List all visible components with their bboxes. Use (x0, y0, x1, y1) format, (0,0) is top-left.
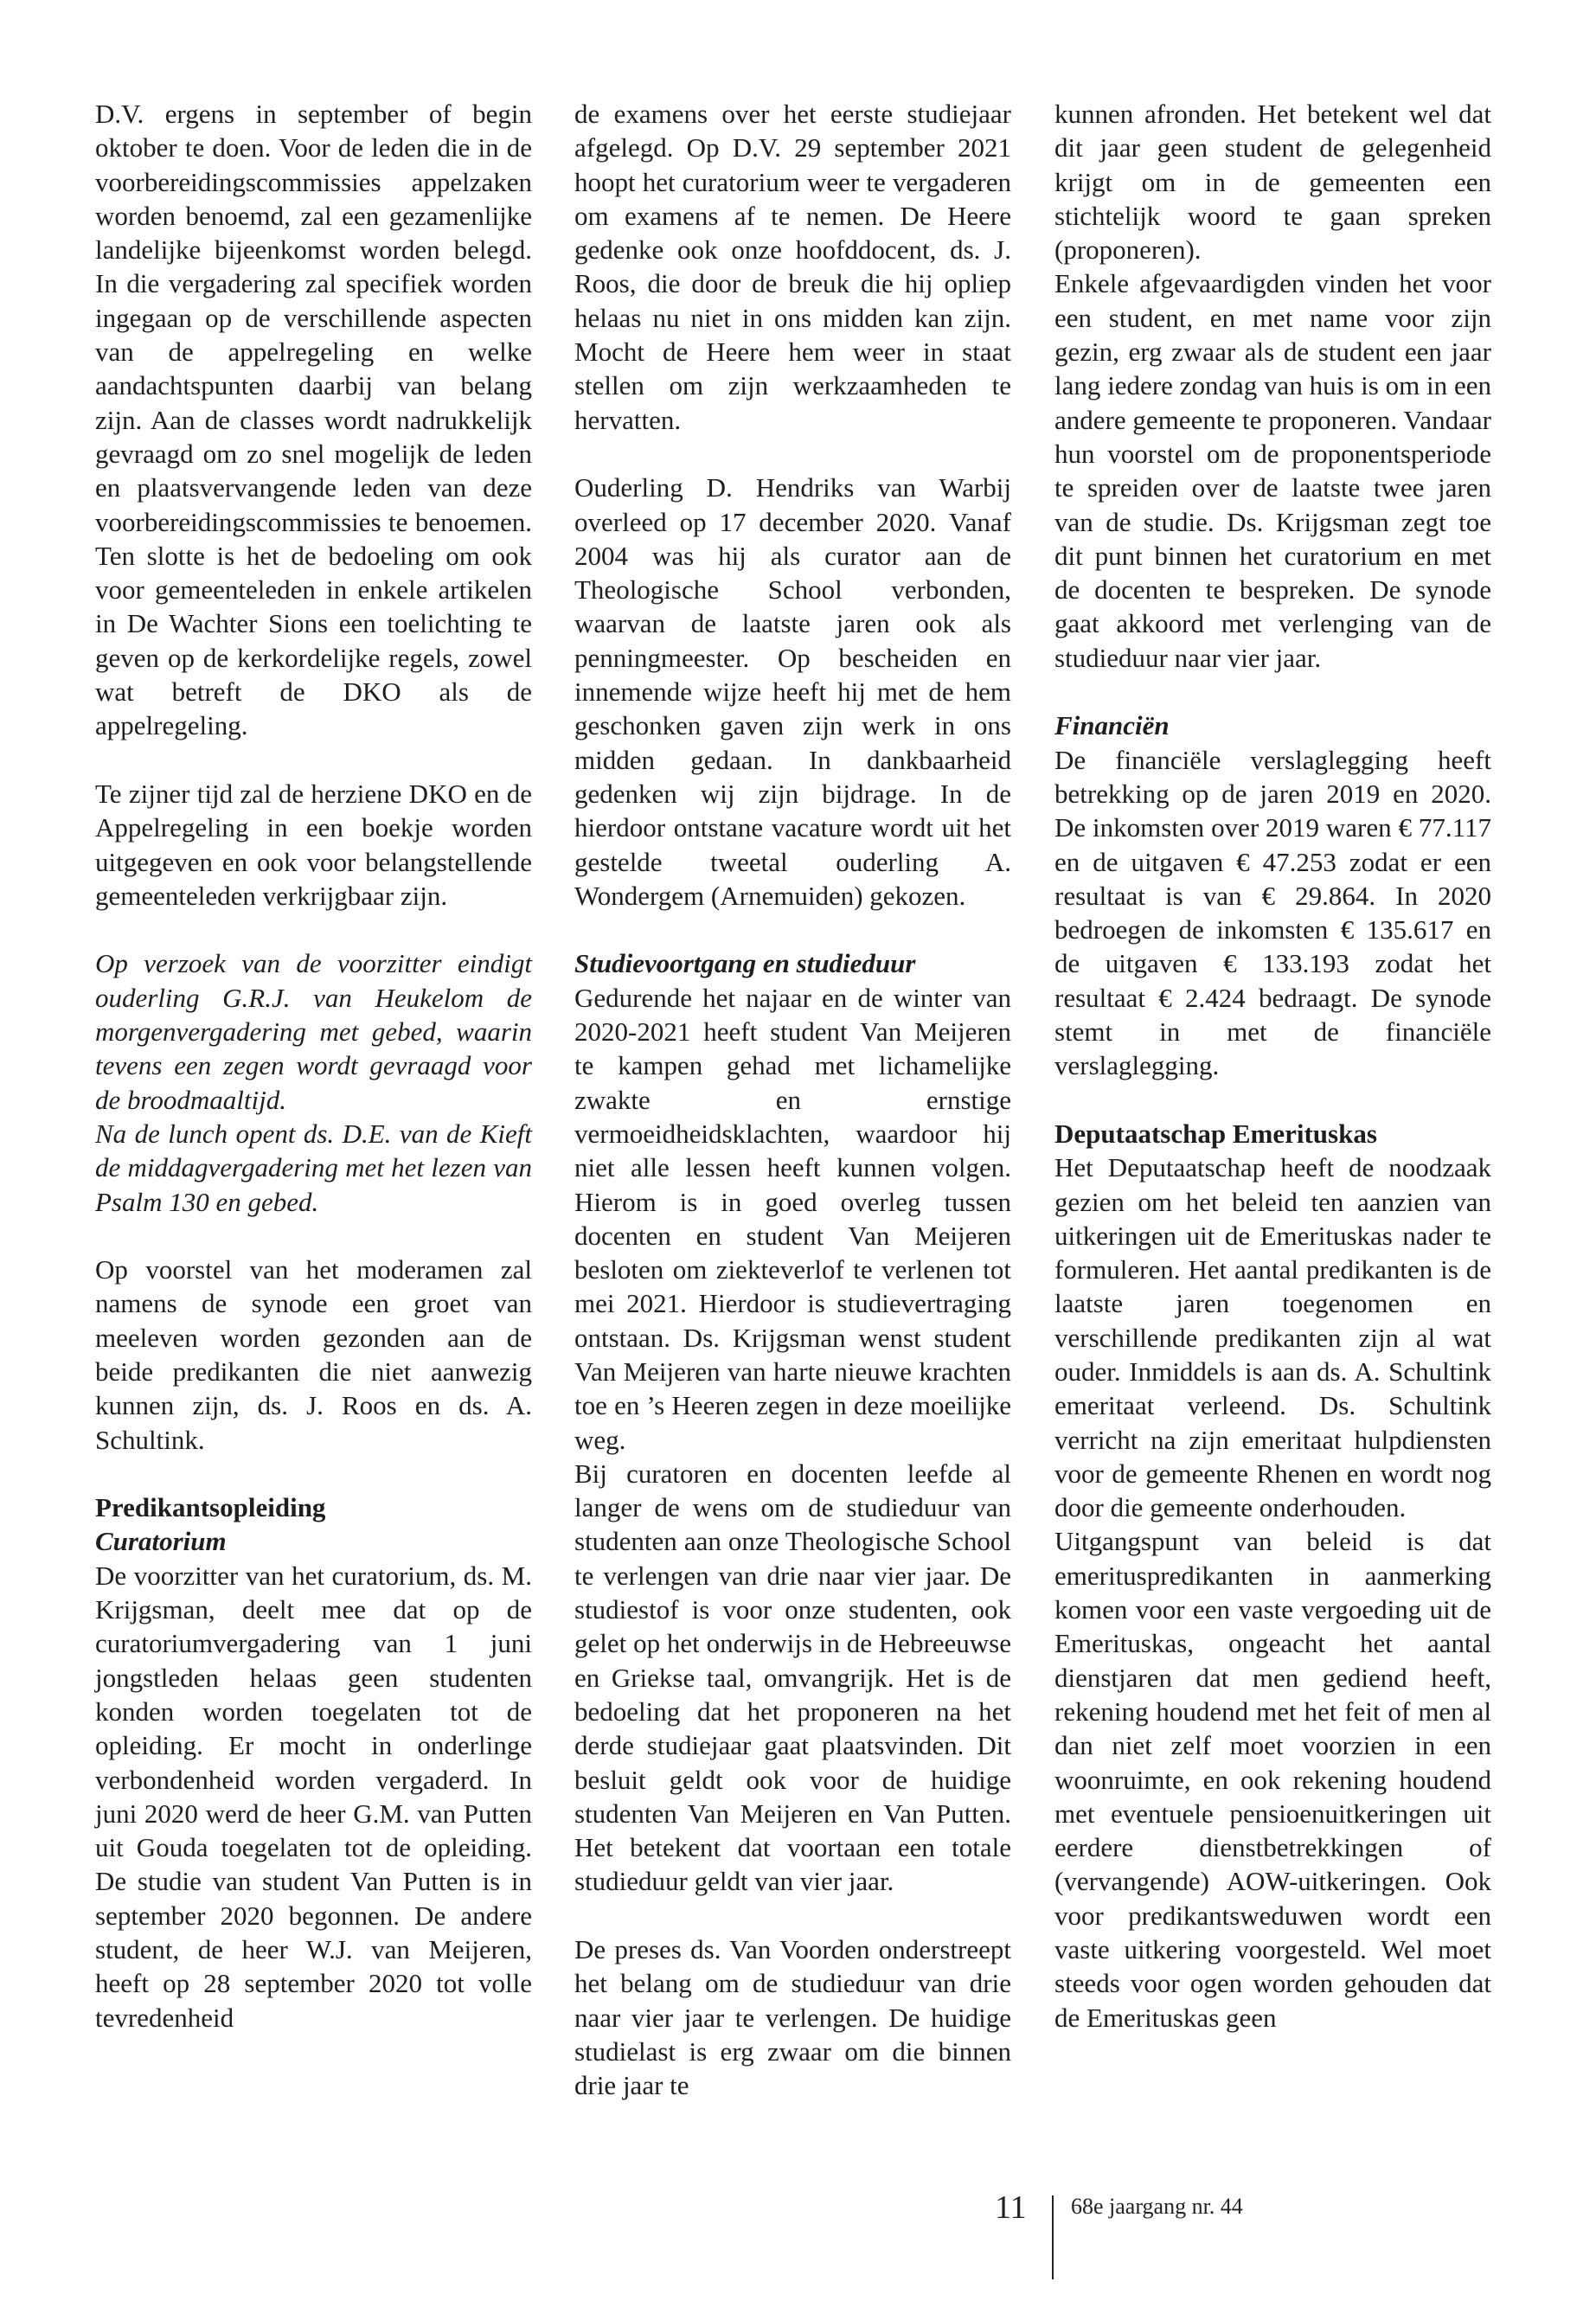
column-middle (574, 97, 1011, 2103)
paragraph: Ouderling D. Hendriks van Warbij overleed op 17 december 2020. Vanaf 2004 was hij als curator aan de Theologische School verbonden, waarvan de laatste jaren ook als penningmeester. Op bescheiden en innemende wijze heeft hij met de hem geschonken gaven zijn werk in ons midden gedaan. In dankbaarheid gedenken wij zijn bijdrage. In de hierdoor ontstane vacature wordt uit het gestelde tweetal ouderling A. Wondergem (Arnemuiden) gekozen. (574, 472, 1011, 911)
paragraph: De financiële verslaglegging heeft betrekking op de jaren 2019 en 2020. De inkomsten over 2019 waren € 77.117 en de uitgaven € 47.253 zodat er een resultaat is van € 29.864. In 2020 bedroegen de inkomsten € 135.617 en de uitgaven € 133.193 zodat het resultaat € 2.424 bedraagt. De synode stemt in met de financiële verslaglegging. (1054, 744, 1491, 1081)
issue-label: 68e jaargang nr. 44 (1071, 2194, 1243, 2219)
paragraph: Het Deputaatschap heeft de noodzaak gezien om het beleid ten aanzien van uitkeringen uit de Emerituskas nader te formuleren. Het aantal predikanten is de laatste jaren toegenomen en verschillende predikanten zijn al wat ouder. Inmiddels is aan ds. A. Schultink emeritaat verleend. Ds. Schultink verricht na zijn emeritaat hulpdiensten voor de gemeente Rhenen en wordt nog door die gemeente onderhouden. (1054, 1152, 1491, 1523)
subsection-heading: Studievoortgang en studieduur (574, 948, 916, 979)
paragraph: Te zijner tijd zal de herziene DKO en de Appelregeling in een boekje worden uitgegeven en ook voor belangstellende gemeenteleden verkrijgbaar zijn. (95, 778, 532, 911)
paragraph: Uitgangspunt van beleid is dat emerituspredikanten in aanmerking komen voor een vaste vergoeding uit de Emerituskas, ongeacht het aantal dienstjaren dat men gediend heeft, rekening houdend met het feit of men al dan niet zelf moet voorzien in een woonruimte, en ook rekening houdend met eventuele pensioenuitkeringen uit eerdere dienstbetrekkingen of (vervangende) AOW-uitkeringen. Ook voor predikantsweduwen wordt een vaste uitkering voorgesteld. Wel moet steeds voor ogen worden gehouden dat de Emerituskas geen (1054, 1526, 1491, 2033)
paragraph: De voorzitter van het curatorium, ds. M. Krijgsman, deelt mee dat op de curatoriumvergadering van 1 juni jongstleden helaas geen studenten konden worden toegelaten tot de opleiding. Er mocht in onderlinge verbondenheid worden vergaderd. In juni 2020 werd de heer G.M. van Putten uit Gouda toegelaten tot de opleiding. De studie van student Van Putten is in september 2020 begonnen. De andere student, de heer W.J. van Meijeren, heeft op 28 september 2020 tot volle tevredenheid (95, 1560, 532, 2033)
paragraph: De preses ds. Van Voorden onderstreept het belang om de studieduur van drie naar vier jaar te verlengen. De huidige studielast is erg zwaar om die binnen drie jaar te (574, 1934, 1011, 2101)
italic-paragraph: Na de lunch opent ds. D.E. van de Kieft de middagvergadering met het lezen van Psalm 130 en gebed. (95, 1118, 532, 1217)
paragraph: Bij curatoren en docenten leefde al langer de wens om de studieduur van studenten aan onze Theologische School te verlengen van drie naar vier jaar. De studiestof is voor onze studenten, ook gelet op het onderwijs in de Hebreeuwse en Griekse taal, omvangrijk. Het is de bedoeling dat het proponeren na het derde studiejaar gaat plaatsvinden. Dit besluit geldt ook voor de huidige studenten Van Meijeren en Van Putten. Het betekent dat voortaan een totale studieduur geldt van vier jaar. (574, 1458, 1011, 1897)
subsection-heading: Financiën (1054, 710, 1170, 741)
italic-paragraph: Op verzoek van de voorzitter eindigt ouderling G.R.J. van Heukelom de morgenvergadering met gebed, waarin tevens een zegen wordt gevraagd voor de broodmaaltijd. (95, 948, 532, 1115)
paragraph: Op voorstel van het moderamen zal namens de synode een groet van meeleven worden gezonden aan de beide predikanten die niet aanwezig kunnen zijn, ds. J. Roos en ds. A. Schultink. (95, 1254, 532, 1455)
paragraph: kunnen afronden. Het betekent wel dat dit jaar geen student de gelegenheid krijgt om in de gemeenten een stichtelijk woord te gaan spreken (proponeren). (1054, 99, 1491, 266)
column-right (1054, 97, 1491, 2035)
footer-divider (1052, 2195, 1054, 2279)
page-number: 11 (995, 2189, 1027, 2226)
column-left (95, 97, 532, 2035)
paragraph: Enkele afgevaardigden vinden het voor een student, en met name voor zijn gezin, erg zwaar als de student een jaar lang iedere zondag van huis is om in een andere gemeente te proponeren. Vandaar hun voorstel om de proponentsperiode te spreiden over de laatste twee jaren van de studie. Ds. Krijgsman zegt toe dit punt binnen het curatorium en met de docenten te bespreken. De synode gaat akkoord met verlenging van de studieduur naar vier jaar. (1054, 268, 1491, 673)
section-heading: Predikantsopleiding (95, 1492, 326, 1523)
paragraph: D.V. ergens in september of begin oktober te doen. Voor de leden die in de voorbereidingscommissies appelzaken worden benoemd, zal een gezamenlijke landelijke bijeenkomst worden belegd. In die vergadering zal specifiek worden ingegaan op de verschillende aspecten van de appelregeling en welke aandachtspunten daarbij van belang zijn. Aan de classes wordt nadrukkelijk gevraagd om zo snel mogelijk de leden en plaatsvervangende leden van deze voorbereidingscommissies te benoemen. Ten slotte is het de bedoeling om ook voor gemeenteleden in enkele artikelen in De Wachter Sions een toelichting te geven op de kerkordelijke regels, zowel wat betreft de DKO als de appelregeling. (95, 99, 532, 741)
paragraph: de examens over het eerste studiejaar afgelegd. Op D.V. 29 september 2021 hoopt het curatorium weer te vergaderen om examens af te nemen. De Heere gedenke ook onze hoofddocent, ds. J. Roos, die door de breuk die hij opliep helaas nu niet in ons midden kan zijn. Mocht de Heere hem weer in staat stellen om zijn werkzaamheden te hervatten. (574, 99, 1011, 435)
section-heading: Deputaatschap Emerituskas (1054, 1118, 1377, 1149)
subsection-heading: Curatorium (95, 1526, 227, 1557)
paragraph: Gedurende het najaar en de winter van 2020-2021 heeft student Van Meijeren te kampen gehad met lichamelijke zwakte en ernstige vermoeidheidsklachten, waardoor hij niet alle lessen heeft kunnen volgen. Hierom is in goed overleg tussen docenten en student Van Meijeren besloten om ziekteverlof te verlenen tot mei 2021. Hierdoor is studievertraging ontstaan. Ds. Krijgsman wenst student Van Meijeren van harte nieuwe krachten toe en ’s Heeren zegen in deze moeilijke weg. (574, 982, 1011, 1455)
